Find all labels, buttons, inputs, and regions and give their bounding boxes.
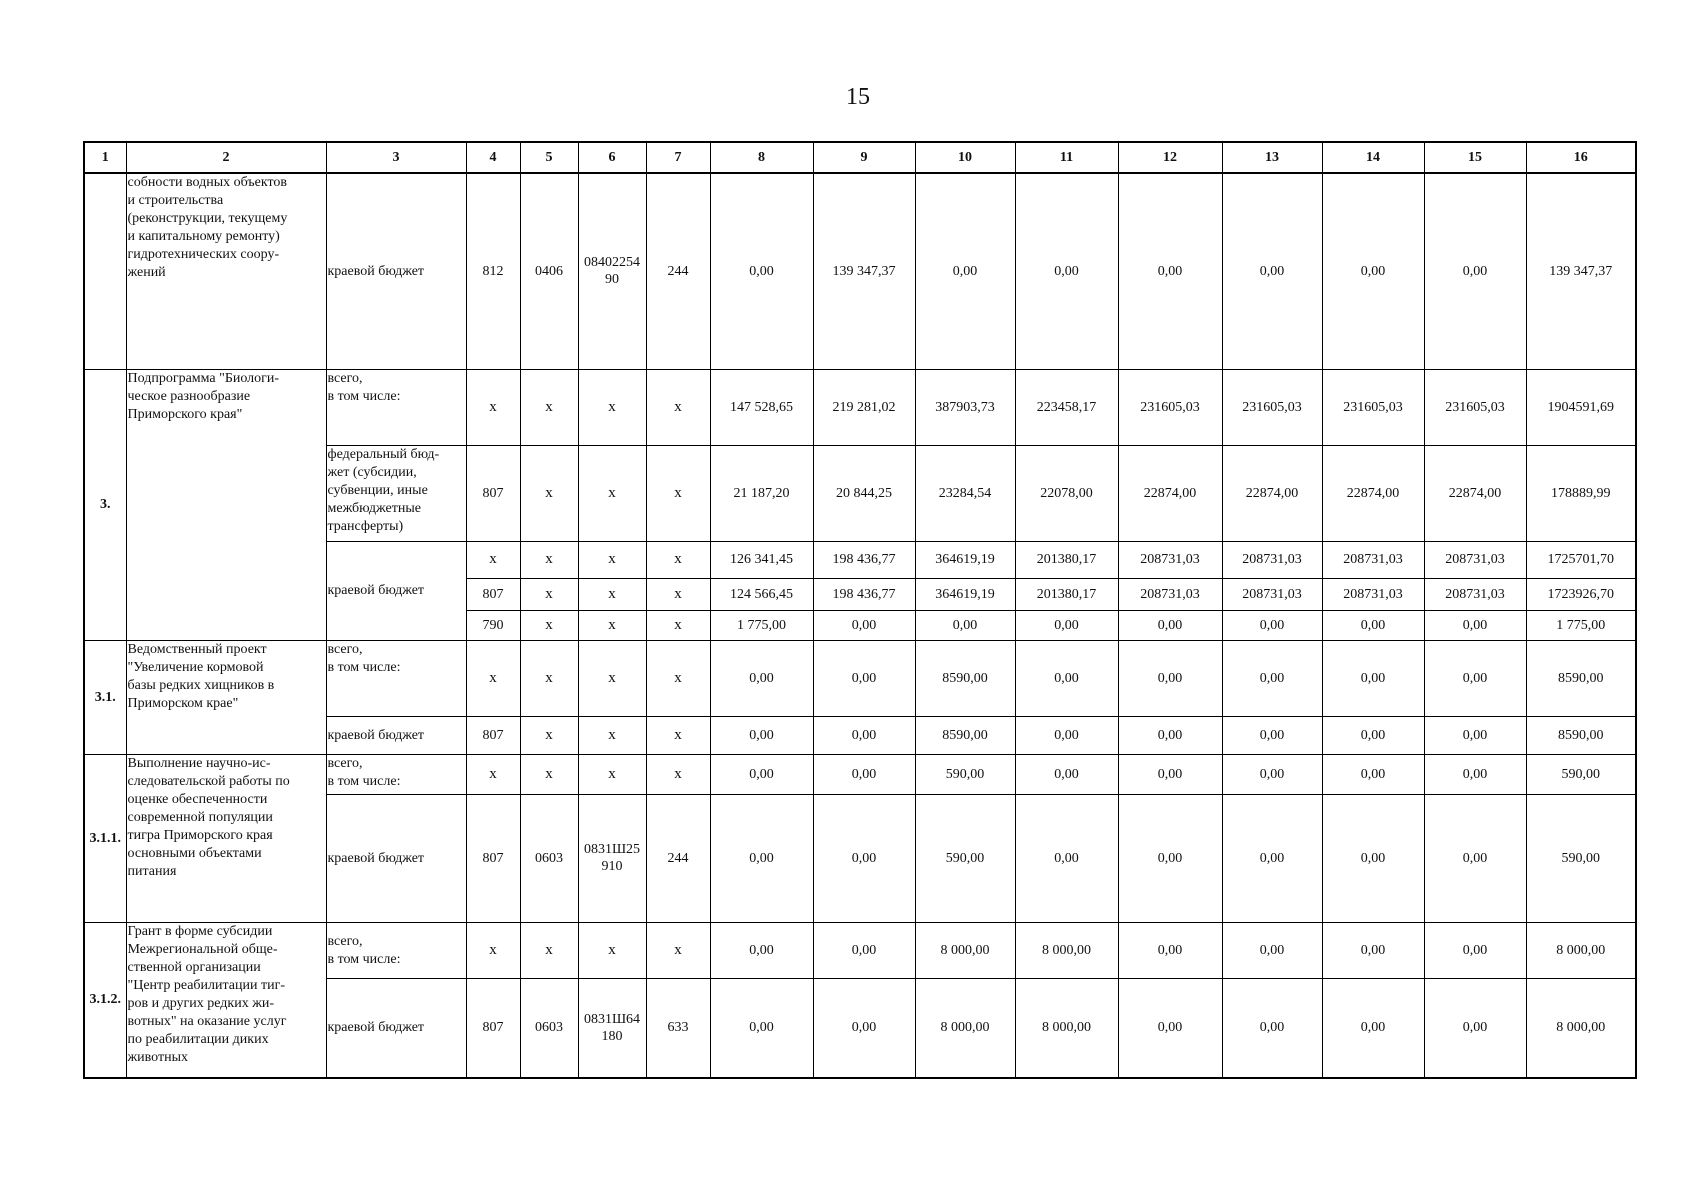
item-name-cell: Ведомственный проект "Увеличение кормовой базы редких хищников в Приморском крае"	[126, 640, 326, 754]
value-cell: 208731,03	[1322, 541, 1424, 578]
value-cell: 208731,03	[1118, 578, 1222, 610]
code-cell: x	[578, 610, 646, 640]
header-cell: 15	[1424, 142, 1526, 173]
value-cell: 590,00	[1526, 754, 1636, 794]
value-cell: 0,00	[1322, 173, 1424, 369]
value-cell: 0,00	[710, 716, 813, 754]
value-cell: 201380,17	[1015, 578, 1118, 610]
code-cell: 244	[646, 794, 710, 922]
row-number-cell	[84, 173, 126, 369]
item-name-cell: Подпрограмма "Биологи- ческое разнообразие Приморского края"	[126, 369, 326, 640]
value-cell: 8 000,00	[1526, 978, 1636, 1078]
value-cell: 0,00	[1222, 716, 1322, 754]
value-cell: 201380,17	[1015, 541, 1118, 578]
value-cell: 0,00	[1222, 754, 1322, 794]
value-cell: 8 000,00	[915, 978, 1015, 1078]
code-cell: x	[466, 922, 520, 978]
row-number-cell: 3.1.	[84, 640, 126, 754]
value-cell: 231605,03	[1222, 369, 1322, 445]
value-cell: 0,00	[1118, 610, 1222, 640]
value-cell: 0,00	[1424, 978, 1526, 1078]
value-cell: 0,00	[915, 610, 1015, 640]
header-cell: 6	[578, 142, 646, 173]
code-cell: 633	[646, 978, 710, 1078]
code-cell: 812	[466, 173, 520, 369]
code-cell: x	[466, 541, 520, 578]
code-cell: x	[578, 640, 646, 716]
value-cell: 0,00	[1222, 922, 1322, 978]
value-cell: 0,00	[1322, 754, 1424, 794]
value-cell: 0,00	[1118, 716, 1222, 754]
value-cell: 590,00	[915, 754, 1015, 794]
code-cell: 0831Ш64 180	[578, 978, 646, 1078]
value-cell: 0,00	[1222, 640, 1322, 716]
value-cell: 0,00	[1118, 978, 1222, 1078]
value-cell: 0,00	[1322, 794, 1424, 922]
table-row	[84, 754, 1636, 794]
code-cell: x	[646, 716, 710, 754]
code-cell: x	[466, 754, 520, 794]
value-cell: 198 436,77	[813, 541, 915, 578]
value-cell: 1904591,69	[1526, 369, 1636, 445]
code-cell: 244	[646, 173, 710, 369]
code-cell: x	[578, 541, 646, 578]
value-cell: 0,00	[813, 716, 915, 754]
value-cell: 590,00	[915, 794, 1015, 922]
value-cell: 124 566,45	[710, 578, 813, 610]
value-cell: 208731,03	[1222, 578, 1322, 610]
code-cell: x	[646, 754, 710, 794]
value-cell: 8 000,00	[1015, 922, 1118, 978]
row-number-cell: 3.1.1.	[84, 754, 126, 922]
row-number-cell: 3.	[84, 369, 126, 640]
value-cell: 0,00	[813, 922, 915, 978]
value-cell: 178889,99	[1526, 445, 1636, 541]
header-cell: 14	[1322, 142, 1424, 173]
code-cell: 807	[466, 978, 520, 1078]
value-cell: 0,00	[1118, 640, 1222, 716]
code-cell: 0603	[520, 978, 578, 1078]
code-cell: x	[646, 541, 710, 578]
value-cell: 198 436,77	[813, 578, 915, 610]
value-cell: 22874,00	[1222, 445, 1322, 541]
row-number-cell: 3.1.2.	[84, 922, 126, 1078]
code-cell: x	[520, 716, 578, 754]
item-name-cell: Выполнение научно-ис- следовательской работы по оценке обеспеченности современной популяции тигра Приморского края основными объектами питания	[126, 754, 326, 922]
value-cell: 208731,03	[1222, 541, 1322, 578]
code-cell: x	[520, 578, 578, 610]
header-cell: 4	[466, 142, 520, 173]
item-name-cell: собности водных объектов и строительства (реконструкции, текущему и капитальному ремонту) гидротехнических соору- жений	[126, 173, 326, 369]
value-cell: 223458,17	[1015, 369, 1118, 445]
value-cell: 231605,03	[1424, 369, 1526, 445]
code-cell: x	[520, 445, 578, 541]
code-cell: 807	[466, 445, 520, 541]
value-cell: 0,00	[710, 754, 813, 794]
value-cell: 8590,00	[915, 716, 1015, 754]
header-cell: 1	[84, 142, 126, 173]
value-cell: 0,00	[1424, 754, 1526, 794]
code-cell: x	[646, 578, 710, 610]
code-cell: x	[520, 369, 578, 445]
value-cell: 0,00	[1322, 978, 1424, 1078]
value-cell: 23284,54	[915, 445, 1015, 541]
value-cell: 0,00	[1424, 716, 1526, 754]
value-cell: 0,00	[1015, 754, 1118, 794]
table-row	[84, 640, 1636, 716]
funding-source-cell: краевой бюджет	[326, 716, 466, 754]
header-cell: 13	[1222, 142, 1322, 173]
page-number: 15	[846, 84, 870, 110]
value-cell: 0,00	[813, 754, 915, 794]
funding-source-cell: всего, в том числе:	[326, 640, 466, 716]
code-cell: x	[520, 754, 578, 794]
value-cell: 387903,73	[915, 369, 1015, 445]
value-cell: 0,00	[1118, 922, 1222, 978]
code-cell: 807	[466, 794, 520, 922]
funding-source-cell: федеральный бюд- жет (субсидии, субвенции, иные межбюджетные трансферты)	[326, 445, 466, 541]
value-cell: 22874,00	[1322, 445, 1424, 541]
code-cell: x	[466, 640, 520, 716]
value-cell: 0,00	[915, 173, 1015, 369]
value-cell: 1723926,70	[1526, 578, 1636, 610]
funding-source-cell: всего, в том числе:	[326, 754, 466, 794]
value-cell: 0,00	[1015, 173, 1118, 369]
value-cell: 22874,00	[1118, 445, 1222, 541]
value-cell: 0,00	[1424, 794, 1526, 922]
value-cell: 364619,19	[915, 578, 1015, 610]
header-row	[84, 142, 1636, 173]
header-cell: 11	[1015, 142, 1118, 173]
code-cell: x	[646, 922, 710, 978]
funding-source-cell: краевой бюджет	[326, 978, 466, 1078]
value-cell: 0,00	[1118, 754, 1222, 794]
value-cell: 0,00	[710, 640, 813, 716]
value-cell: 0,00	[1015, 716, 1118, 754]
value-cell: 0,00	[813, 794, 915, 922]
funding-source-cell: всего, в том числе:	[326, 922, 466, 978]
funding-source-cell: краевой бюджет	[326, 794, 466, 922]
funding-source-cell: краевой бюджет	[326, 173, 466, 369]
value-cell: 590,00	[1526, 794, 1636, 922]
code-cell: 0831Ш25 910	[578, 794, 646, 922]
budget-table	[83, 141, 1637, 1079]
value-cell: 21 187,20	[710, 445, 813, 541]
code-cell: x	[520, 541, 578, 578]
value-cell: 0,00	[1322, 640, 1424, 716]
value-cell: 208731,03	[1322, 578, 1424, 610]
value-cell: 1725701,70	[1526, 541, 1636, 578]
value-cell: 0,00	[1015, 794, 1118, 922]
value-cell: 208731,03	[1118, 541, 1222, 578]
code-cell: x	[646, 445, 710, 541]
code-cell: x	[578, 578, 646, 610]
code-cell: x	[466, 369, 520, 445]
value-cell: 219 281,02	[813, 369, 915, 445]
value-cell: 0,00	[1222, 978, 1322, 1078]
code-cell: x	[578, 716, 646, 754]
value-cell: 8 000,00	[915, 922, 1015, 978]
header-cell: 9	[813, 142, 915, 173]
funding-source-cell: краевой бюджет	[326, 541, 466, 640]
code-cell: 790	[466, 610, 520, 640]
value-cell: 1 775,00	[710, 610, 813, 640]
code-cell: x	[520, 922, 578, 978]
value-cell: 208731,03	[1424, 578, 1526, 610]
code-cell: 08402254 90	[578, 173, 646, 369]
value-cell: 231605,03	[1322, 369, 1424, 445]
header-cell: 3	[326, 142, 466, 173]
code-cell: x	[646, 640, 710, 716]
code-cell: x	[578, 369, 646, 445]
table-row	[84, 922, 1636, 978]
value-cell: 0,00	[710, 173, 813, 369]
code-cell: 0603	[520, 794, 578, 922]
value-cell: 0,00	[1322, 922, 1424, 978]
value-cell: 0,00	[1222, 610, 1322, 640]
value-cell: 0,00	[1424, 610, 1526, 640]
value-cell: 126 341,45	[710, 541, 813, 578]
header-cell: 10	[915, 142, 1015, 173]
code-cell: x	[520, 640, 578, 716]
value-cell: 208731,03	[1424, 541, 1526, 578]
code-cell: x	[578, 754, 646, 794]
code-cell: 0406	[520, 173, 578, 369]
header-cell: 2	[126, 142, 326, 173]
value-cell: 0,00	[1222, 794, 1322, 922]
value-cell: 8 000,00	[1526, 922, 1636, 978]
value-cell: 22078,00	[1015, 445, 1118, 541]
table-row	[84, 369, 1636, 445]
value-cell: 139 347,37	[1526, 173, 1636, 369]
value-cell: 0,00	[813, 978, 915, 1078]
value-cell: 8590,00	[1526, 640, 1636, 716]
value-cell: 364619,19	[915, 541, 1015, 578]
value-cell: 22874,00	[1424, 445, 1526, 541]
value-cell: 0,00	[710, 978, 813, 1078]
item-name-cell: Грант в форме субсидии Межрегиональной обще- ственной организации "Центр реабилитации тиг- ров и других редких жи- вотных" на оказание услуг по реабилитации диких животных	[126, 922, 326, 1078]
code-cell: x	[578, 922, 646, 978]
table-row	[84, 173, 1636, 369]
value-cell: 0,00	[710, 922, 813, 978]
code-cell: x	[520, 610, 578, 640]
value-cell: 1 775,00	[1526, 610, 1636, 640]
value-cell: 0,00	[1424, 922, 1526, 978]
header-cell: 7	[646, 142, 710, 173]
value-cell: 147 528,65	[710, 369, 813, 445]
value-cell: 8590,00	[915, 640, 1015, 716]
value-cell: 0,00	[1118, 173, 1222, 369]
code-cell: 807	[466, 578, 520, 610]
value-cell: 0,00	[1015, 640, 1118, 716]
value-cell: 0,00	[813, 610, 915, 640]
header-cell: 16	[1526, 142, 1636, 173]
header-cell: 8	[710, 142, 813, 173]
value-cell: 0,00	[710, 794, 813, 922]
code-cell: x	[578, 445, 646, 541]
value-cell: 0,00	[1118, 794, 1222, 922]
value-cell: 139 347,37	[813, 173, 915, 369]
code-cell: x	[646, 369, 710, 445]
header-cell: 5	[520, 142, 578, 173]
funding-source-cell: всего, в том числе:	[326, 369, 466, 445]
value-cell: 0,00	[1222, 173, 1322, 369]
value-cell: 8 000,00	[1015, 978, 1118, 1078]
value-cell: 20 844,25	[813, 445, 915, 541]
value-cell: 0,00	[1322, 716, 1424, 754]
value-cell: 0,00	[1424, 173, 1526, 369]
value-cell: 0,00	[1322, 610, 1424, 640]
value-cell: 0,00	[813, 640, 915, 716]
code-cell: x	[646, 610, 710, 640]
code-cell: 807	[466, 716, 520, 754]
value-cell: 0,00	[1424, 640, 1526, 716]
value-cell: 231605,03	[1118, 369, 1222, 445]
header-cell: 12	[1118, 142, 1222, 173]
value-cell: 0,00	[1015, 610, 1118, 640]
value-cell: 8590,00	[1526, 716, 1636, 754]
